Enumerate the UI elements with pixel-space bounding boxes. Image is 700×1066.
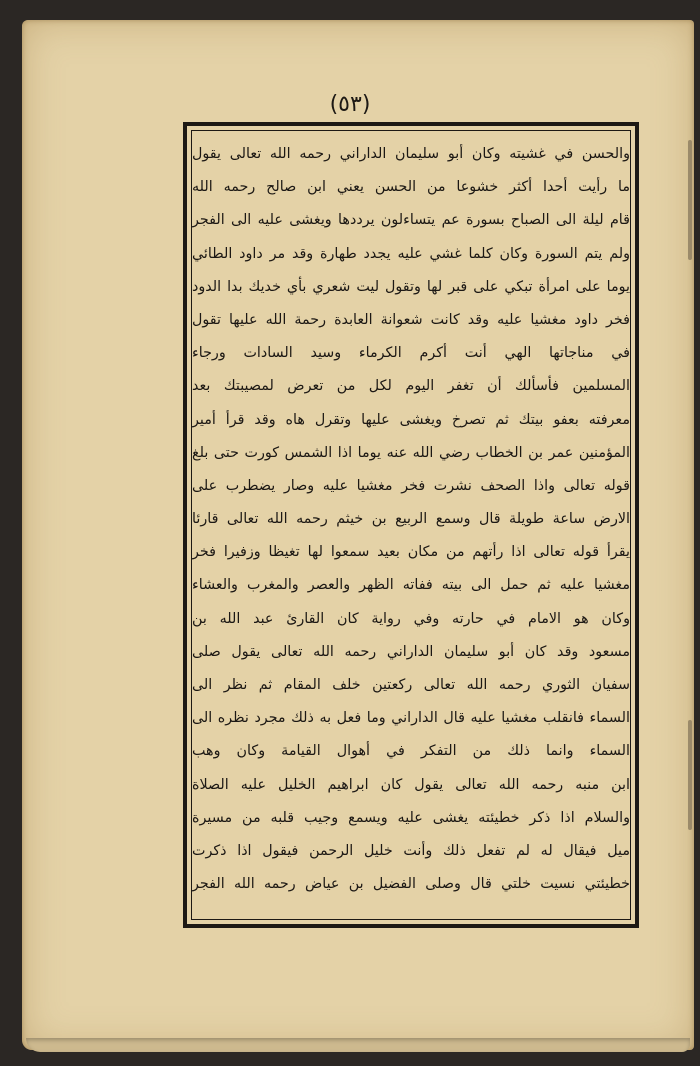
text-line: في مناجاتها الهي أنت أكرم الكرماء وسيد السادات ورجاء [192,345,630,362]
text-line: قام ليلة الى الصباح بسورة عم يتساءلون يرددها ويغشى عليه الى الفجر [192,212,630,229]
text-line: المسلمين فأسألك أن تغفر اليوم لكل من تعرض لمصيبتك بعد [192,378,630,395]
text-line: والحسن في غشيته وكان أبو سليمان الداراني رحمه الله تعالى يقول [192,146,630,162]
text-line: ولم يتم السورة وكان كلما غشي عليه يجدد طهارة وقد مر داود الطائي [192,245,630,262]
text-block [192,138,630,901]
text-line: قوله تعالى واذا الصحف نشرت فخر مغشيا عليه وصار يضطرب على [192,477,630,494]
text-line: السماء فانقلب مغشيا عليه قال الداراني وما فعل به ذلك مجرد نظره الى [192,710,630,727]
text-line: معرفته بعفو بيتك ثم تصرخ ويغشى عليها وتقرل هاه وقد قرأ أمير [192,411,630,428]
text-line: وكان هو الامام في حارته وفي رواية كان القارئ عبد الله بن [192,610,630,627]
text-line: سفيان الثوري رحمه الله تعالى ركعتين خلف المقام ثم نظر الى [192,677,630,693]
text-line: الارض ساعة طويلة قال وسمع الربيع بن خيثم رحمه الله تعالى قارئا [192,511,630,528]
margin-mark [688,140,692,260]
page-bottom-edge [26,1038,690,1052]
text-line: يوما على امرأة تبكي على قبر لها وتقول ليت شعري بأي خديك بدا الدود [192,278,630,295]
text-line: ميل فيقال له لم تفعل ذلك وأنت خليل الرحمن فيقول اذا ذكرت [192,842,630,859]
text-line: ما رأيت أحدا أكثر خشوعا من الحسن يعني ابن صالح رحمه الله [192,179,630,196]
margin-mark [688,720,692,830]
text-line: والسلام اذا ذكر خطيئته يغشى عليه ويسمع وجيب قلبه من مسيرة [192,809,630,826]
text-line: مسعود وقد كان أبو سليمان الداراني رحمه الله تعالى يقول صلى [192,643,630,660]
text-line: خطيئتي نسيت خلتي قال وصلى الفضيل بن عياض رحمه الله الفجر [192,876,630,893]
text-line: السماء وانما ذلك من التفكر في أهوال القيامة وكان وهب [192,743,630,760]
text-line: ابن منبه رحمه الله تعالى يقول كان ابراهيم الخليل عليه الصلاة [192,776,630,793]
text-line: فخر داود مغشيا عليه وقد كانت شعوانة العابدة رحمة الله عليها تقول [192,311,630,328]
text-line: مغشيا عليه ثم حمل الى بيته ففاته الظهر والعصر والمغرب والعشاء [192,577,630,594]
text-line: المؤمنين عمر بن الخطاب رضي الله عنه يوما اذا الشمس كورت حتى بلغ [192,444,630,461]
page-number: (٥٣) [329,92,371,117]
text-line: يقرأ قوله تعالى اذا رأتهم من مكان بعيد سمعوا لها تغيظا وزفيرا فخر [192,544,630,561]
